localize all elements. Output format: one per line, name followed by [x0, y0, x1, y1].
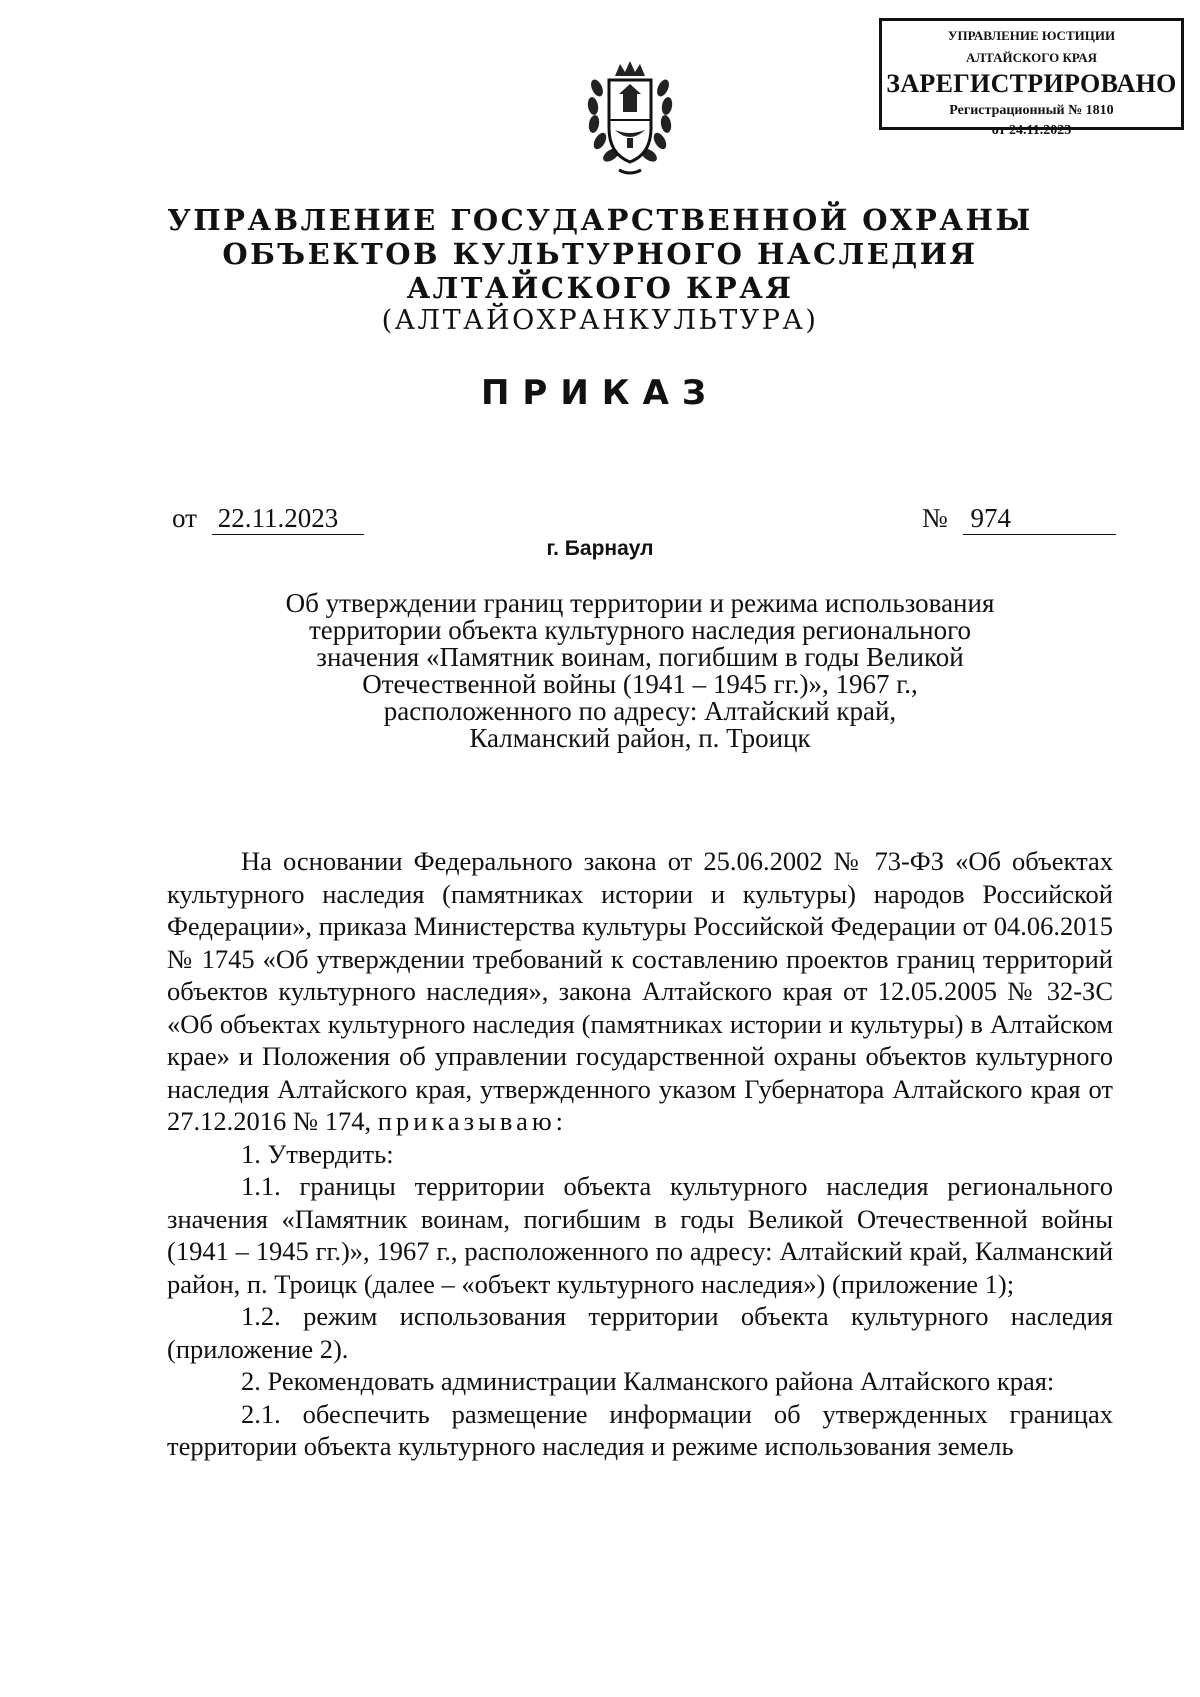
stamp-reg-number: Регистрационный № 1810 [949, 103, 1114, 118]
order-number: 974 [963, 503, 1116, 535]
agency-name-line1: УПРАВЛЕНИЕ ГОСУДАРСТВЕННОЙ ОХРАНЫ [167, 203, 1033, 237]
agency-name [0, 203, 1200, 305]
title-line: Калманский район, п. Троицк [469, 723, 811, 753]
item-1-1: 1.1. границы территории объекта культурного наследия регионального значения «Памятник воинам, погибшим в годы Великой Отечественной войны (1941 – 1945 гг.)», 1967 г., расположенного по адресу: Алтайский край, Калманский район, п. Троицк (далее – «объект культурного наследия») (приложение 1); [167, 1171, 1113, 1299]
order-body [167, 845, 1113, 1463]
preamble-text: На основании Федерального закона от 25.06.2002 № 73-ФЗ «Об объектах культурного наследия (памятниках истории и культуры) народов Российской Федерации», приказа Министерства культуры Российской Федерации от 04.06.2015 № 1745 «Об утверждении требований к составлению проектов границ территорий объектов культурного наследия», закона Алтайского края от 12.05.2005 № 32-ЗС «Об объектах культурного наследия (памятниках истории и культуры) в Алтайском крае» и Положения об управлении государственной охраны объектов культурного наследия Алтайского края, утвержденного указом Губернатора Алтайского края от 27.12.2016 № 174, [167, 846, 1113, 1136]
title-line: Отечественной войны (1941 – 1945 гг.)», 1967 г., [362, 669, 918, 699]
title-line: Об утверждении границ территории и режима использования [285, 588, 995, 618]
city: г. Барнаул [546, 537, 654, 560]
order-title [200, 590, 1080, 752]
agency-short-name: (АЛТАЙОХРАНКУЛЬТУРА) [381, 305, 819, 336]
order-number-line [922, 503, 1116, 535]
item-2-1: 2.1. обеспечить размещение информации об утвержденных границах территории объекта культурного наследия и режиме использования земель [167, 1398, 1113, 1461]
title-line: расположенного по адресу: Алтайский край, [383, 696, 897, 726]
registration-stamp [879, 18, 1184, 138]
number-prefix: № [922, 503, 948, 533]
item-1: 1. Утвердить: [241, 1138, 394, 1169]
preamble-paragraph [167, 845, 1113, 1138]
order-word: приказываю: [377, 1106, 568, 1136]
stamp-reg-date: от 24.11.2023 [991, 123, 1072, 138]
item-2: 2. Рекомендовать администрации Калманского района Алтайского края: [241, 1366, 1055, 1396]
order-date: 22.11.2023 [212, 503, 364, 535]
stamp-org-line1: УПРАВЛЕНИЕ ЮСТИЦИИ [947, 28, 1116, 43]
stamp-status: ЗАРЕГИСТРИРОВАНО [886, 69, 1177, 98]
altai-krai-coat-of-arms-icon [585, 58, 675, 176]
agency-name-line3: АЛТАЙСКОГО КРАЯ [406, 271, 794, 305]
stamp-org-line2: АЛТАЙСКОГО КРАЯ [966, 50, 1097, 65]
agency-name-line2: ОБЪЕКТОВ КУЛЬТУРНОГО НАСЛЕДИЯ [222, 237, 978, 271]
item-1-2: 1.2. режим использования территории объекта культурного наследия (приложение 2). [167, 1301, 1113, 1364]
title-line: значения «Памятник воинам, погибшим в годы Великой [316, 642, 964, 672]
order-date-line [172, 503, 364, 535]
document-type: ПРИКАЗ [480, 373, 720, 413]
title-line: территории объекта культурного наследия регионального [308, 615, 971, 645]
date-prefix: от [172, 503, 197, 533]
